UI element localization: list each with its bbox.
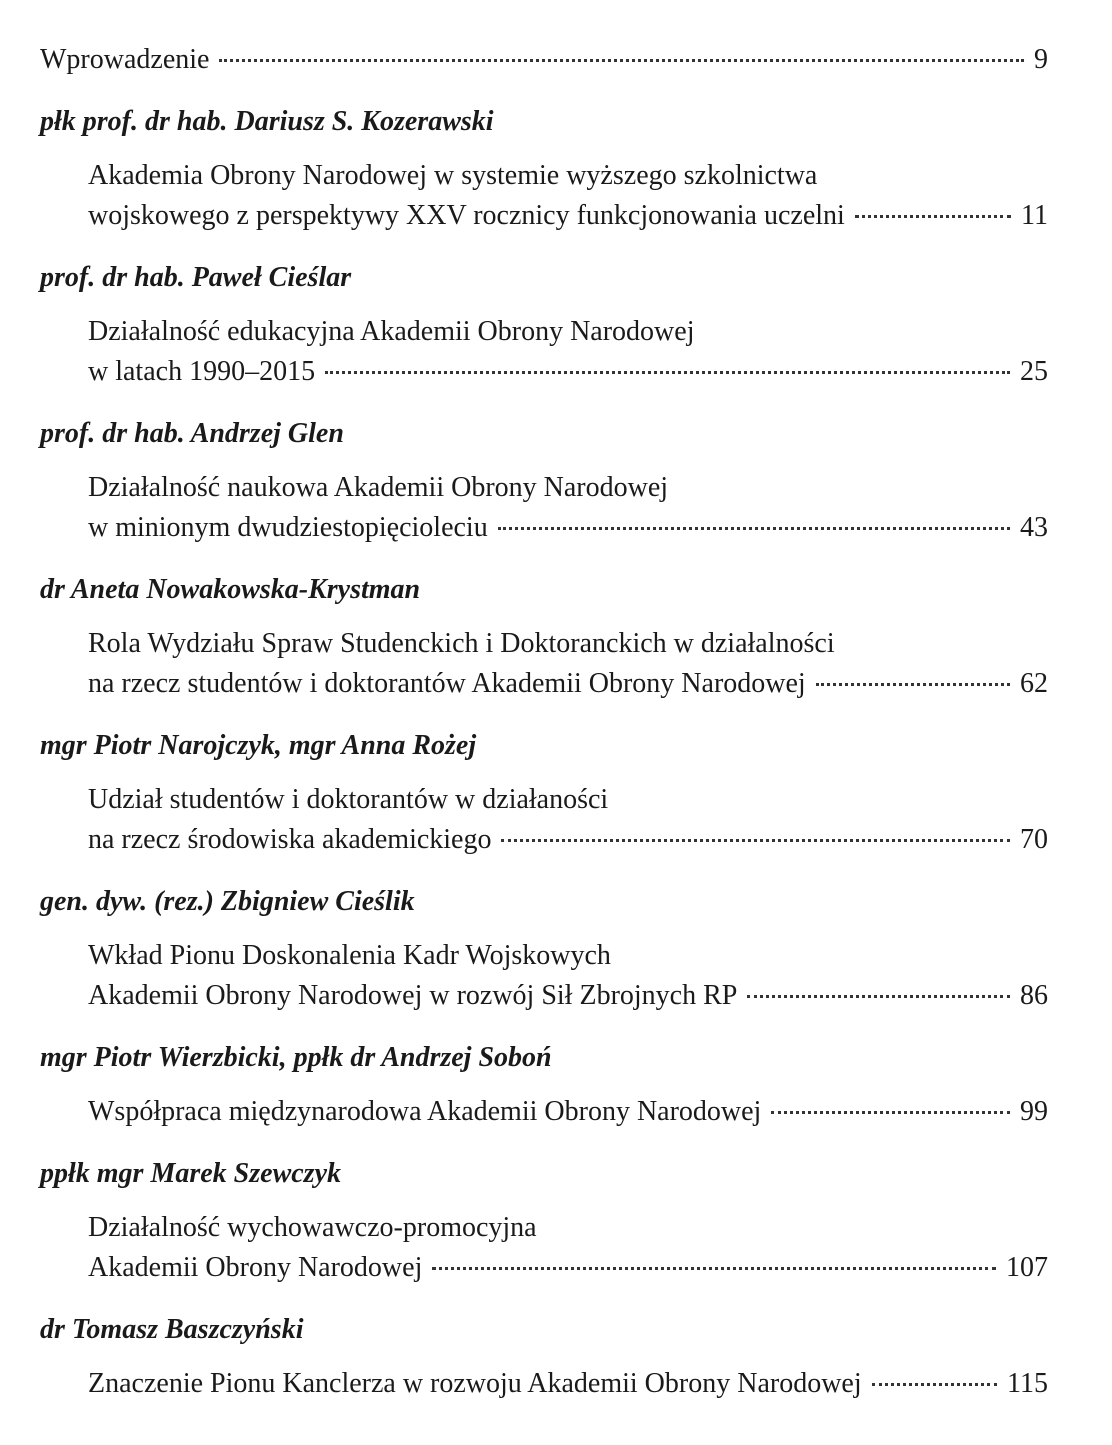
dot-leader <box>816 683 1010 686</box>
entry-title-line2: wojskowego z perspektywy XXV rocznicy funkcjonowania uczelni <box>88 200 845 231</box>
entry-title-line2: na rzecz środowiska akademickiego <box>88 824 492 855</box>
entry-title-line1: Znaczenie Pionu Kanclerza w rozwoju Akademii Obrony Narodowej <box>88 1368 862 1399</box>
dot-leader <box>325 371 1010 374</box>
toc-entry-intro[interactable] <box>40 42 1048 78</box>
entry-author: ppłk mgr Marek Szewczyk <box>40 1158 341 1189</box>
dot-leader <box>501 839 1010 842</box>
toc-entry[interactable] <box>88 1250 1048 1286</box>
entry-author: prof. dr hab. Paweł Cieślar <box>40 262 352 293</box>
entry-author: mgr Piotr Wierzbicki, ppłk dr Andrzej Soboń <box>40 1042 552 1073</box>
entry-author: prof. dr hab. Andrzej Glen <box>40 418 344 449</box>
page-number: 86 <box>1020 980 1048 1011</box>
entry-author: płk prof. dr hab. Dariusz S. Kozerawski <box>40 106 494 137</box>
dot-leader <box>771 1111 1010 1114</box>
toc-entry[interactable] <box>88 978 1048 1014</box>
page-number: 43 <box>1020 512 1048 543</box>
entry-title-line1: Udział studentów i doktorantów w działaności <box>88 784 609 815</box>
entry-author: mgr Piotr Narojczyk, mgr Anna Rożej <box>40 730 477 761</box>
toc-entry[interactable] <box>88 1366 1048 1402</box>
page-number: 70 <box>1020 824 1048 855</box>
entry-title-line2: na rzecz studentów i doktorantów Akademii Obrony Narodowej <box>88 668 806 699</box>
entry-title-line1: Rola Wydziału Spraw Studenckich i Doktoranckich w działalności <box>88 628 835 659</box>
page-number: 62 <box>1020 668 1048 699</box>
dot-leader <box>432 1267 996 1270</box>
dot-leader <box>872 1383 997 1386</box>
page-number: 25 <box>1020 356 1048 387</box>
toc-entry[interactable] <box>88 354 1048 390</box>
dot-leader <box>498 527 1010 530</box>
entry-title-line2: w minionym dwudziestopięcioleciu <box>88 512 488 543</box>
toc-entry[interactable] <box>88 822 1048 858</box>
page-number: 115 <box>1007 1368 1048 1399</box>
page-number: 107 <box>1006 1252 1048 1283</box>
toc-entry[interactable] <box>88 1094 1048 1130</box>
entry-title-line1: Działalność naukowa Akademii Obrony Narodowej <box>88 472 669 503</box>
toc-entry[interactable] <box>88 666 1048 702</box>
entry-title-line1: Współpraca międzynarodowa Akademii Obrony Narodowej <box>88 1096 762 1127</box>
dot-leader <box>747 995 1010 998</box>
entry-title-line2: Akademii Obrony Narodowej w rozwój Sił Zbrojnych RP <box>88 980 738 1011</box>
entry-title: Wprowadzenie <box>40 44 210 75</box>
toc-entry[interactable] <box>88 510 1048 546</box>
entry-title-line1: Wkład Pionu Doskonalenia Kadr Wojskowych <box>88 940 611 971</box>
entry-title-line1: Akademia Obrony Narodowej w systemie wyższego szkolnictwa <box>88 160 818 191</box>
entry-author: gen. dyw. (rez.) Zbigniew Cieślik <box>40 886 415 917</box>
page-number: 99 <box>1020 1096 1048 1127</box>
page-number: 9 <box>1034 44 1048 75</box>
entry-author: dr Tomasz Baszczyński <box>40 1314 304 1345</box>
dot-leader <box>855 215 1011 218</box>
entry-title-line1: Działalność edukacyjna Akademii Obrony Narodowej <box>88 316 695 347</box>
entry-title-line2: Akademii Obrony Narodowej <box>88 1252 423 1283</box>
page-number: 11 <box>1021 200 1048 231</box>
toc-entry[interactable] <box>88 198 1048 234</box>
entry-title-line2: w latach 1990–2015 <box>88 356 316 387</box>
entry-title-line1: Działalność wychowawczo-promocyjna <box>88 1212 537 1243</box>
entry-author: dr Aneta Nowakowska-Krystman <box>40 574 421 605</box>
dot-leader <box>219 59 1024 62</box>
